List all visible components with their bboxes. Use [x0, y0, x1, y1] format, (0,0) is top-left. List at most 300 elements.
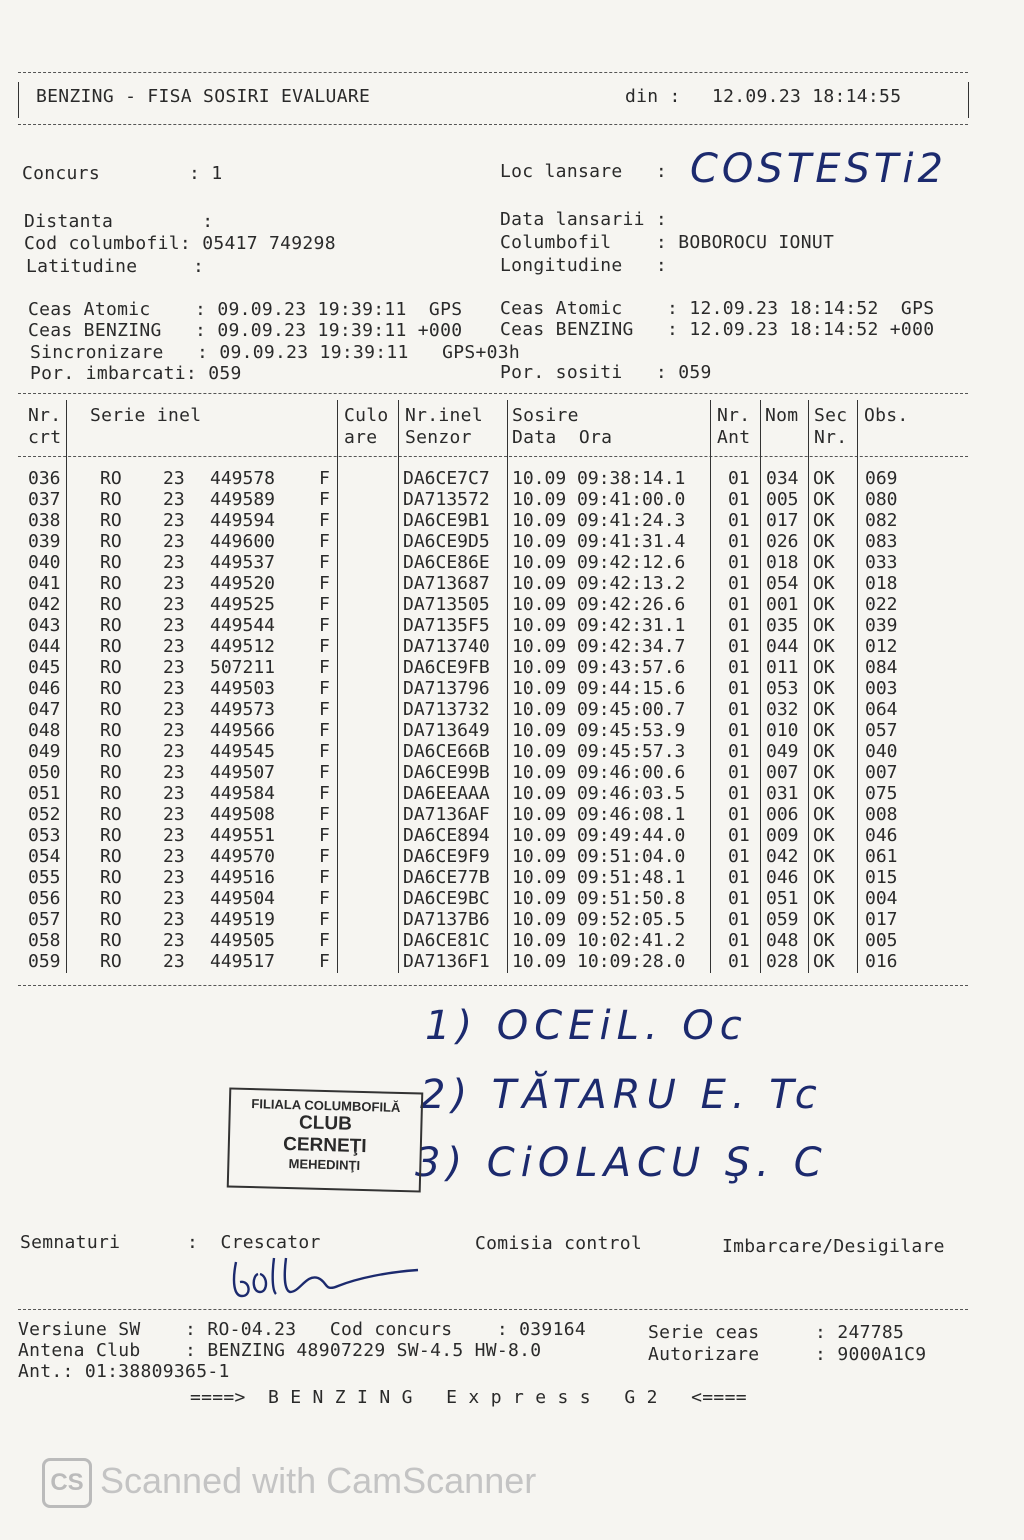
cell-year: 23: [163, 741, 185, 762]
cell-nr-crt: 043: [28, 615, 61, 636]
cell-obs: 008: [865, 804, 898, 825]
sincronizare-field: Sincronizare : 09.09.23 19:39:11 GPS+03h: [30, 342, 521, 363]
cell-sex: F: [319, 804, 330, 825]
cell-obs: 012: [865, 636, 898, 657]
cell-obs: 015: [865, 867, 898, 888]
handwritten-entry-1: 1) OCEiL. Oc: [425, 1003, 748, 1049]
table-row: [18, 573, 978, 594]
cell-sensor-ring: DA6CE9FB: [403, 657, 490, 678]
cell-country: RO: [100, 909, 122, 930]
cell-country: RO: [100, 930, 122, 951]
cell-nom: 044: [766, 636, 799, 657]
cell-nr-crt: 050: [28, 762, 61, 783]
cell-country: RO: [100, 678, 122, 699]
cell-sensor-ring: DA713732: [403, 699, 490, 720]
cell-arrival-time: 10.09 09:43:57.6: [512, 657, 686, 678]
cell-sec: OK: [813, 699, 835, 720]
cell-antenna: 01: [728, 951, 750, 972]
cell-sensor-ring: DA7136F1: [403, 951, 490, 972]
table-row: [18, 825, 978, 846]
cell-sex: F: [319, 510, 330, 531]
cell-arrival-time: 10.09 09:42:26.6: [512, 594, 686, 615]
cell-sex: F: [319, 573, 330, 594]
cell-obs: 080: [865, 489, 898, 510]
cell-sex: F: [319, 552, 330, 573]
cell-nr-crt: 044: [28, 636, 61, 657]
cell-antenna: 01: [728, 657, 750, 678]
cell-country: RO: [100, 510, 122, 531]
col-header-data-ora: Data Ora: [512, 427, 613, 448]
cell-sex: F: [319, 783, 330, 804]
cell-arrival-time: 10.09 09:46:03.5: [512, 783, 686, 804]
table-row: [18, 657, 978, 678]
cell-ring-number: 449545: [210, 741, 276, 762]
cell-ring-number: 449503: [210, 678, 276, 699]
cell-nr-crt: 055: [28, 867, 61, 888]
table-header-rule: [18, 456, 968, 457]
cell-nr-crt: 040: [28, 552, 61, 573]
cell-obs: 084: [865, 657, 898, 678]
antena-club-field: Antena Club : BENZING 48907229 SW-4.5 HW-8.0: [18, 1340, 542, 1361]
cell-sec: OK: [813, 741, 835, 762]
cell-ring-number: 449507: [210, 762, 276, 783]
cell-sec: OK: [813, 636, 835, 657]
cell-sensor-ring: DA7137B6: [403, 909, 490, 930]
cell-year: 23: [163, 594, 185, 615]
cell-sensor-ring: DA7135F5: [403, 615, 490, 636]
cell-ring-number: 449544: [210, 615, 276, 636]
cell-antenna: 01: [728, 804, 750, 825]
cell-year: 23: [163, 678, 185, 699]
cell-nr-crt: 036: [28, 468, 61, 489]
cell-nr-crt: 057: [28, 909, 61, 930]
cell-sec: OK: [813, 825, 835, 846]
cell-nom: 034: [766, 468, 799, 489]
cell-nom: 006: [766, 804, 799, 825]
cell-sex: F: [319, 741, 330, 762]
autorizare-field: Autorizare : 9000A1C9: [648, 1344, 927, 1365]
cell-arrival-time: 10.09 09:51:48.1: [512, 867, 686, 888]
cell-arrival-time: 10.09 09:52:05.5: [512, 909, 686, 930]
cell-nom: 001: [766, 594, 799, 615]
table-row: [18, 615, 978, 636]
col-header-obs: Obs.: [864, 405, 909, 426]
distanta-field: Distanta :: [24, 211, 214, 232]
cell-sec: OK: [813, 489, 835, 510]
cell-antenna: 01: [728, 825, 750, 846]
cell-nr-crt: 048: [28, 720, 61, 741]
cell-country: RO: [100, 594, 122, 615]
stamp-line-1: FILIALA COLUMBOFILĂ: [251, 1096, 401, 1115]
cell-ring-number: 507211: [210, 657, 276, 678]
cell-arrival-time: 10.09 09:42:13.2: [512, 573, 686, 594]
cell-sex: F: [319, 846, 330, 867]
cell-year: 23: [163, 552, 185, 573]
cell-nom: 035: [766, 615, 799, 636]
cell-antenna: 01: [728, 762, 750, 783]
cell-nom: 051: [766, 888, 799, 909]
cell-ring-number: 449566: [210, 720, 276, 741]
cell-sensor-ring: DA6CE66B: [403, 741, 490, 762]
cell-sensor-ring: DA6CE9B1: [403, 510, 490, 531]
cell-nom: 042: [766, 846, 799, 867]
cell-year: 23: [163, 657, 185, 678]
document-title: BENZING - FISA SOSIRI EVALUARE: [36, 86, 371, 107]
col-header-senzor: Senzor: [405, 427, 472, 448]
cell-sec: OK: [813, 951, 835, 972]
cell-ring-number: 449578: [210, 468, 276, 489]
table-row: [18, 468, 978, 489]
cell-arrival-time: 10.09 09:42:31.1: [512, 615, 686, 636]
cell-sec: OK: [813, 909, 835, 930]
cell-nom: 046: [766, 867, 799, 888]
stamp-line-4: MEHEDINŢI: [288, 1156, 361, 1173]
cell-antenna: 01: [728, 783, 750, 804]
cell-nr-crt: 045: [28, 657, 61, 678]
cell-sec: OK: [813, 888, 835, 909]
date-label: din :: [625, 86, 681, 107]
cell-sex: F: [319, 615, 330, 636]
por-sositi-field: Por. sositi : 059: [500, 362, 712, 383]
cell-arrival-time: 10.09 09:45:53.9: [512, 720, 686, 741]
cell-obs: 033: [865, 552, 898, 573]
table-row: [18, 678, 978, 699]
cell-nr-crt: 046: [28, 678, 61, 699]
cell-year: 23: [163, 951, 185, 972]
cell-sensor-ring: DA713796: [403, 678, 490, 699]
cell-ring-number: 449584: [210, 783, 276, 804]
por-imbarcati-field: Por. imbarcati: 059: [30, 363, 242, 384]
cell-nr-crt: 056: [28, 888, 61, 909]
cell-nom: 007: [766, 762, 799, 783]
latitudine-field: Latitudine :: [26, 256, 205, 277]
serie-ceas-field: Serie ceas : 247785: [648, 1322, 905, 1343]
table-row: [18, 846, 978, 867]
cell-antenna: 01: [728, 552, 750, 573]
cell-obs: 004: [865, 888, 898, 909]
cell-sex: F: [319, 909, 330, 930]
cell-nr-crt: 047: [28, 699, 61, 720]
versiune-sw-field: Versiune SW : RO-04.23 Cod concurs : 039164: [18, 1319, 586, 1340]
cell-nr-crt: 039: [28, 531, 61, 552]
cell-nr-crt: 051: [28, 783, 61, 804]
cell-sec: OK: [813, 594, 835, 615]
cell-antenna: 01: [728, 468, 750, 489]
cell-arrival-time: 10.09 09:42:34.7: [512, 636, 686, 657]
col-header-are: are: [344, 427, 378, 448]
cell-arrival-time: 10.09 09:45:57.3: [512, 741, 686, 762]
cell-year: 23: [163, 909, 185, 930]
cell-sex: F: [319, 762, 330, 783]
cell-sec: OK: [813, 510, 835, 531]
cell-ring-number: 449537: [210, 552, 276, 573]
cell-nr-crt: 052: [28, 804, 61, 825]
cell-nr-crt: 038: [28, 510, 61, 531]
cell-sex: F: [319, 867, 330, 888]
cell-nom: 026: [766, 531, 799, 552]
cell-sensor-ring: DA713687: [403, 573, 490, 594]
cell-antenna: 01: [728, 531, 750, 552]
cell-nom: 009: [766, 825, 799, 846]
cell-obs: 040: [865, 741, 898, 762]
cell-arrival-time: 10.09 09:42:12.6: [512, 552, 686, 573]
cell-obs: 005: [865, 930, 898, 951]
cell-nom: 028: [766, 951, 799, 972]
cell-arrival-time: 10.09 09:41:24.3: [512, 510, 686, 531]
benzing-express-brand: ====> B E N Z I N G E x p r e s s G 2 <====: [190, 1387, 747, 1408]
cell-nom: 059: [766, 909, 799, 930]
col-header-nrinel: Nr.inel: [405, 405, 483, 426]
cell-country: RO: [100, 867, 122, 888]
cell-arrival-time: 10.09 09:41:31.4: [512, 531, 686, 552]
cell-ring-number: 449505: [210, 930, 276, 951]
cell-country: RO: [100, 951, 122, 972]
cell-country: RO: [100, 531, 122, 552]
cell-obs: 061: [865, 846, 898, 867]
cell-arrival-time: 10.09 09:51:50.8: [512, 888, 686, 909]
cell-arrival-time: 10.09 09:49:44.0: [512, 825, 686, 846]
cell-obs: 039: [865, 615, 898, 636]
concurs-field: Concurs : 1: [22, 163, 223, 184]
cell-obs: 016: [865, 951, 898, 972]
cell-country: RO: [100, 720, 122, 741]
data-lansarii-field: Data lansarii :: [500, 209, 668, 230]
cell-antenna: 01: [728, 678, 750, 699]
cell-year: 23: [163, 783, 185, 804]
header-bottom-rule: [18, 124, 968, 125]
cell-year: 23: [163, 531, 185, 552]
cell-obs: 017: [865, 909, 898, 930]
cell-sensor-ring: DA713505: [403, 594, 490, 615]
cell-arrival-time: 10.09 10:02:41.2: [512, 930, 686, 951]
cell-antenna: 01: [728, 720, 750, 741]
stamp-line-2: CLUB: [298, 1112, 353, 1135]
cell-year: 23: [163, 846, 185, 867]
cell-sensor-ring: DA6CE81C: [403, 930, 490, 951]
cell-nr-crt: 053: [28, 825, 61, 846]
cell-sensor-ring: DA7136AF: [403, 804, 490, 825]
table-row: [18, 699, 978, 720]
cell-year: 23: [163, 573, 185, 594]
cell-sensor-ring: DA6CE77B: [403, 867, 490, 888]
cell-arrival-time: 10.09 09:46:00.6: [512, 762, 686, 783]
cell-nom: 031: [766, 783, 799, 804]
cell-obs: 018: [865, 573, 898, 594]
cell-country: RO: [100, 573, 122, 594]
cell-antenna: 01: [728, 741, 750, 762]
table-bottom-rule: [18, 985, 968, 986]
cell-sensor-ring: DA6CE9F9: [403, 846, 490, 867]
cell-nom: 032: [766, 699, 799, 720]
table-row: [18, 930, 978, 951]
table-row: [18, 783, 978, 804]
cell-ring-number: 449520: [210, 573, 276, 594]
cell-ring-number: 449570: [210, 846, 276, 867]
cell-sec: OK: [813, 804, 835, 825]
cell-country: RO: [100, 783, 122, 804]
cell-country: RO: [100, 636, 122, 657]
cell-country: RO: [100, 846, 122, 867]
cell-nom: 017: [766, 510, 799, 531]
cell-sex: F: [319, 678, 330, 699]
cell-nom: 005: [766, 489, 799, 510]
handwritten-entry-3: 3) CiOLACU Ş. C: [415, 1140, 828, 1186]
cell-arrival-time: 10.09 09:41:00.0: [512, 489, 686, 510]
cell-ring-number: 449600: [210, 531, 276, 552]
col-header-culo: Culo: [344, 405, 389, 426]
table-row: [18, 762, 978, 783]
cell-antenna: 01: [728, 489, 750, 510]
cell-nr-crt: 054: [28, 846, 61, 867]
cell-nr-crt: 058: [28, 930, 61, 951]
ceas-benzing-right: Ceas BENZING : 12.09.23 18:14:52 +000: [500, 319, 935, 340]
col-header-sec-nr: Nr.: [814, 427, 848, 448]
cell-sex: F: [319, 699, 330, 720]
cell-obs: 075: [865, 783, 898, 804]
comisia-control-label: Comisia control: [475, 1233, 643, 1254]
table-row: [18, 888, 978, 909]
cod-columbofil-field: Cod columbofil: 05417 749298: [24, 233, 336, 254]
col-header-ant: Ant: [717, 427, 751, 448]
col-header-serie: Serie inel: [90, 405, 202, 426]
cell-ring-number: 449525: [210, 594, 276, 615]
cell-sensor-ring: DA6CE7C7: [403, 468, 490, 489]
cell-sec: OK: [813, 615, 835, 636]
cell-sensor-ring: DA6CE99B: [403, 762, 490, 783]
cell-nr-crt: 049: [28, 741, 61, 762]
cell-sec: OK: [813, 930, 835, 951]
cell-year: 23: [163, 930, 185, 951]
cell-obs: 007: [865, 762, 898, 783]
cell-ring-number: 449504: [210, 888, 276, 909]
cell-year: 23: [163, 468, 185, 489]
cell-year: 23: [163, 636, 185, 657]
col-header-nr-ant: Nr.: [717, 405, 751, 426]
cell-year: 23: [163, 867, 185, 888]
header-left-bar: [18, 82, 19, 118]
cell-year: 23: [163, 489, 185, 510]
col-header-sosire: Sosire: [512, 405, 579, 426]
ant-field: Ant.: 01:38809365-1: [18, 1361, 230, 1382]
cell-ring-number: 449516: [210, 867, 276, 888]
table-row: [18, 909, 978, 930]
cell-sex: F: [319, 489, 330, 510]
columbofil-field: Columbofil : BOBOROCU IONUT: [500, 232, 835, 253]
cell-nom: 054: [766, 573, 799, 594]
cell-obs: 057: [865, 720, 898, 741]
ceas-atomic-left: Ceas Atomic : 09.09.23 19:39:11 GPS: [28, 299, 463, 320]
table-row: [18, 867, 978, 888]
camscanner-watermark: Scanned with CamScanner: [100, 1460, 537, 1501]
cell-antenna: 01: [728, 867, 750, 888]
col-header-nr: Nr.: [28, 405, 62, 426]
cell-year: 23: [163, 762, 185, 783]
cell-country: RO: [100, 552, 122, 573]
table-row: [18, 489, 978, 510]
cell-sex: F: [319, 951, 330, 972]
cell-obs: 082: [865, 510, 898, 531]
cell-nr-crt: 042: [28, 594, 61, 615]
cell-sec: OK: [813, 720, 835, 741]
table-row: [18, 720, 978, 741]
cell-year: 23: [163, 825, 185, 846]
handwritten-entry-2: 2) TĂTARU E. Tc: [420, 1072, 823, 1118]
cell-antenna: 01: [728, 888, 750, 909]
cell-year: 23: [163, 699, 185, 720]
table-row: [18, 804, 978, 825]
crescator-signature: [228, 1252, 428, 1304]
cell-sec: OK: [813, 552, 835, 573]
cell-arrival-time: 10.09 09:45:00.7: [512, 699, 686, 720]
cell-nom: 018: [766, 552, 799, 573]
cell-obs: 046: [865, 825, 898, 846]
cell-nom: 053: [766, 678, 799, 699]
cell-sec: OK: [813, 783, 835, 804]
cell-arrival-time: 10.09 10:09:28.0: [512, 951, 686, 972]
cell-obs: 064: [865, 699, 898, 720]
cell-sec: OK: [813, 867, 835, 888]
cell-sec: OK: [813, 657, 835, 678]
cell-sex: F: [319, 888, 330, 909]
cell-sex: F: [319, 636, 330, 657]
header-right-bar: [968, 82, 969, 118]
cell-obs: 022: [865, 594, 898, 615]
cell-country: RO: [100, 804, 122, 825]
cell-antenna: 01: [728, 573, 750, 594]
cell-arrival-time: 10.09 09:38:14.1: [512, 468, 686, 489]
cell-nr-crt: 059: [28, 951, 61, 972]
cell-antenna: 01: [728, 699, 750, 720]
semnaturi-label: Semnaturi : Crescator: [20, 1232, 321, 1253]
cell-antenna: 01: [728, 510, 750, 531]
cell-year: 23: [163, 510, 185, 531]
cell-antenna: 01: [728, 594, 750, 615]
cell-antenna: 01: [728, 930, 750, 951]
cell-ring-number: 449594: [210, 510, 276, 531]
cell-country: RO: [100, 825, 122, 846]
cell-sensor-ring: DA6CE894: [403, 825, 490, 846]
table-row: [18, 636, 978, 657]
footer-top-rule: [18, 1309, 968, 1310]
table-row: [18, 741, 978, 762]
imbarcare-label: Imbarcare/Desigilare: [722, 1236, 945, 1257]
cell-sensor-ring: DA6EEAAA: [403, 783, 490, 804]
cell-antenna: 01: [728, 615, 750, 636]
table-row: [18, 552, 978, 573]
longitudine-field: Longitudine :: [500, 255, 668, 276]
cell-nr-crt: 041: [28, 573, 61, 594]
cell-sex: F: [319, 720, 330, 741]
cell-sensor-ring: DA6CE86E: [403, 552, 490, 573]
cell-obs: 069: [865, 468, 898, 489]
loc-lansare-label: Loc lansare :: [500, 161, 668, 182]
cell-sensor-ring: DA713740: [403, 636, 490, 657]
cell-sex: F: [319, 468, 330, 489]
cell-ring-number: 449517: [210, 951, 276, 972]
cell-year: 23: [163, 720, 185, 741]
cell-ring-number: 449508: [210, 804, 276, 825]
cell-nom: 049: [766, 741, 799, 762]
loc-lansare-handwritten: COSTESTi2: [690, 146, 947, 192]
col-header-nom: Nom: [765, 405, 799, 426]
cell-sensor-ring: DA6CE9D5: [403, 531, 490, 552]
cell-obs: 083: [865, 531, 898, 552]
cell-arrival-time: 10.09 09:44:15.6: [512, 678, 686, 699]
ceas-atomic-right: Ceas Atomic : 12.09.23 18:14:52 GPS: [500, 298, 935, 319]
camscanner-logo-icon: CS: [42, 1458, 92, 1508]
club-stamp: [227, 1087, 424, 1192]
cell-country: RO: [100, 762, 122, 783]
